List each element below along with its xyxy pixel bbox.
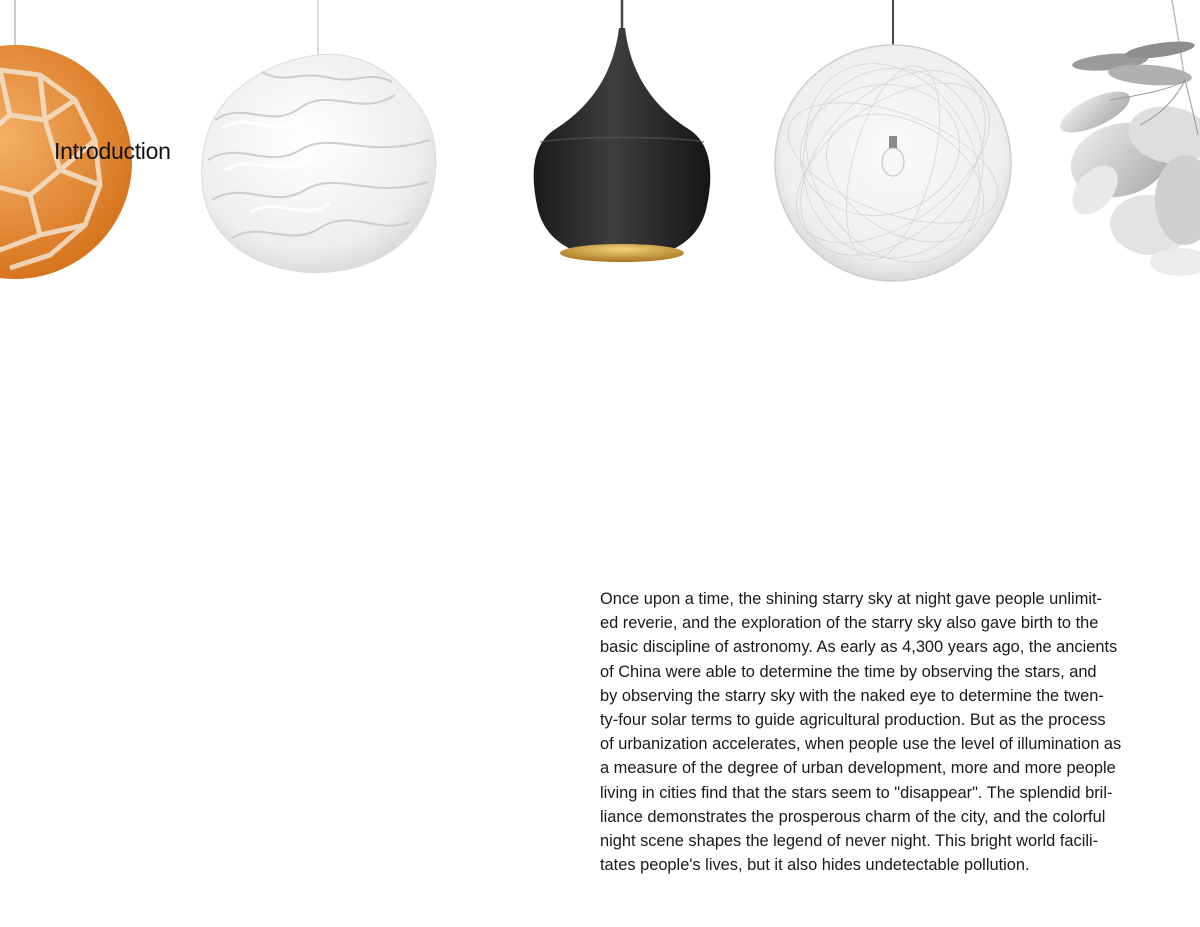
paragraph-line: living in cities find that the stars seem to "disappear". The splendid bril- [600,783,1113,802]
section-heading: Introduction [54,138,171,164]
pendant-lamps-illustration [0,0,1200,300]
paragraph-line: tates people's lives, but it also hides undetectable pollution. [600,856,1030,875]
introduction-paragraph [600,587,1145,877]
paragraph-line: basic discipline of astronomy. As early as 4,300 years ago, the ancients [600,638,1118,657]
white-paper-lamp [202,0,436,273]
paragraph-line: night scene shapes the legend of never night. This bright world facili- [600,832,1099,851]
paragraph-line: ed reverie, and the exploration of the starry sky also gave birth to the [600,614,1099,633]
paragraph-line: of urbanization accelerates, when people use the level of illumination as [600,735,1122,754]
paragraph-line: Once upon a time, the shining starry sky at night gave people unlimit- [600,590,1103,608]
petal-disc-lamp [1055,0,1200,276]
paragraph-line: a measure of the degree of urban development, more and more people [600,759,1116,778]
paragraph-line: liance demonstrates the prosperous charm of the city, and the colorful [600,807,1106,826]
paragraph-line: by observing the starry sky with the naked eye to determine the twen- [600,686,1104,705]
paragraph-line: ty-four solar terms to guide agricultural production. But as the process [600,711,1106,730]
black-bell-lamp [534,0,711,262]
wire-sphere-lamp [766,0,1021,294]
paragraph-line: of China were able to determine the time by observing the stars, and [600,662,1097,681]
